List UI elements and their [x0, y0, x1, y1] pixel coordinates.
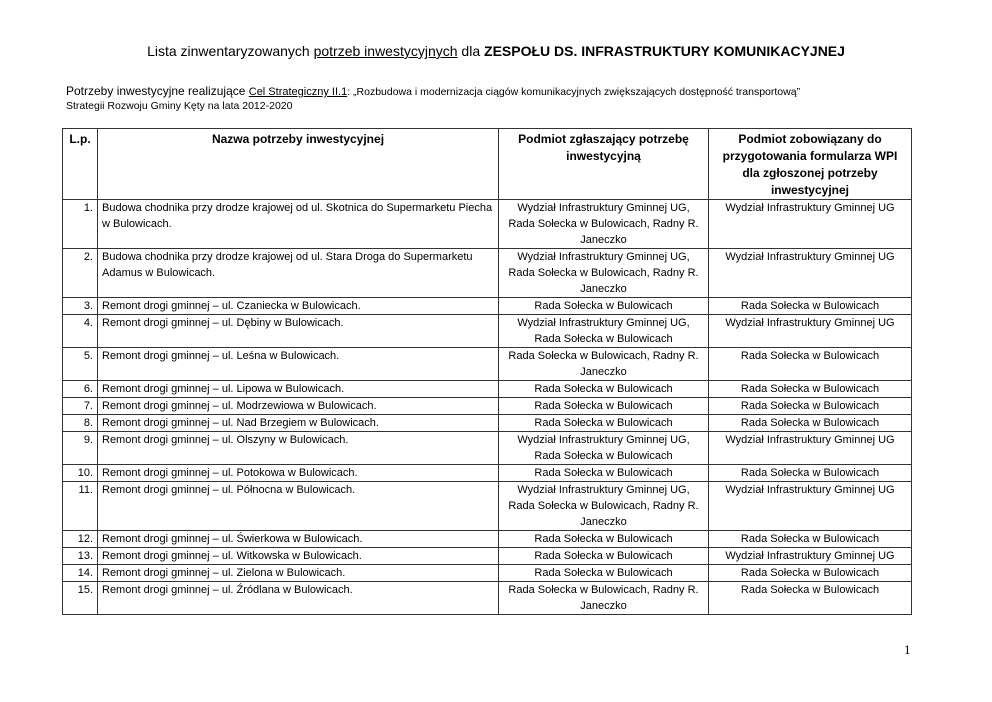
cell-row-number: 15.	[63, 582, 98, 615]
table-row	[63, 482, 912, 531]
cell-responsible: Rada Sołecka w Bulowicach	[709, 398, 912, 415]
table-header-row	[63, 129, 912, 200]
cell-need-name: Remont drogi gminnej – ul. Zielona w Bulowicach.	[98, 565, 499, 582]
cell-row-number: 12.	[63, 531, 98, 548]
cell-need-name: Remont drogi gminnej – ul. Dębiny w Bulowicach.	[98, 315, 499, 348]
cell-row-number: 7.	[63, 398, 98, 415]
cell-need-name: Remont drogi gminnej – ul. Nad Brzegiem w Bulowicach.	[98, 415, 499, 432]
strategy-name: Strategii Rozwoju Gminy Kęty na lata 2012-2020	[66, 100, 293, 112]
cell-responsible: Rada Sołecka w Bulowicach	[709, 348, 912, 381]
table-row	[63, 531, 912, 548]
cell-need-name: Remont drogi gminnej – ul. Witkowska w Bulowicach.	[98, 548, 499, 565]
cell-row-number: 4.	[63, 315, 98, 348]
cell-responsible: Wydział Infrastruktury Gminnej UG	[709, 482, 912, 531]
cell-reporter: Rada Sołecka w Bulowicach	[499, 531, 709, 548]
cell-responsible: Wydział Infrastruktury Gminnej UG	[709, 249, 912, 298]
header-lp: L.p.	[63, 129, 98, 200]
table-row	[63, 465, 912, 482]
cell-reporter: Wydział Infrastruktury Gminnej UG, Rada Sołecka w Bulowicach	[499, 432, 709, 465]
cell-responsible: Rada Sołecka w Bulowicach	[709, 531, 912, 548]
cell-row-number: 9.	[63, 432, 98, 465]
cell-responsible: Rada Sołecka w Bulowicach	[709, 565, 912, 582]
table-row	[63, 348, 912, 381]
cell-need-name: Remont drogi gminnej – ul. Północna w Bulowicach.	[98, 482, 499, 531]
table-row	[63, 381, 912, 398]
cell-reporter: Wydział Infrastruktury Gminnej UG, Rada Sołecka w Bulowicach, Radny R. Janeczko	[499, 200, 709, 249]
table-row	[63, 565, 912, 582]
header-need-name: Nazwa potrzeby inwestycyjnej	[98, 129, 499, 200]
table-row	[63, 415, 912, 432]
cell-responsible: Rada Sołecka w Bulowicach	[709, 465, 912, 482]
cell-row-number: 8.	[63, 415, 98, 432]
cell-need-name: Remont drogi gminnej – ul. Potokowa w Bulowicach.	[98, 465, 499, 482]
cell-responsible: Rada Sołecka w Bulowicach	[709, 381, 912, 398]
document-title	[0, 43, 992, 59]
table-row	[63, 432, 912, 465]
cell-need-name: Remont drogi gminnej – ul. Leśna w Bulowicach.	[98, 348, 499, 381]
cell-reporter: Wydział Infrastruktury Gminnej UG, Rada Sołecka w Bulowicach	[499, 315, 709, 348]
cell-need-name: Remont drogi gminnej – ul. Świerkowa w Bulowicach.	[98, 531, 499, 548]
cell-need-name: Remont drogi gminnej – ul. Czaniecka w Bulowicach.	[98, 298, 499, 315]
cell-row-number: 6.	[63, 381, 98, 398]
cell-responsible: Wydział Infrastruktury Gminnej UG	[709, 200, 912, 249]
cell-need-name: Remont drogi gminnej – ul. Źródlana w Bulowicach.	[98, 582, 499, 615]
cell-reporter: Rada Sołecka w Bulowicach	[499, 465, 709, 482]
cell-need-name: Remont drogi gminnej – ul. Modrzewiowa w Bulowicach.	[98, 398, 499, 415]
strategic-goal-link[interactable]: Cel Strategiczny II.1	[248, 86, 348, 98]
cell-need-name: Budowa chodnika przy drodze krajowej od ul. Skotnica do Supermarketu Piecha w Bulowicach.	[98, 200, 499, 249]
header-responsible: Podmiot zobowiązany do przygotowania formularza WPI dla zgłoszonej potrzeby inwestycyjnej	[709, 129, 912, 200]
investment-needs-table	[62, 128, 912, 615]
cell-row-number: 5.	[63, 348, 98, 381]
title-part-1: Lista zinwentaryzowanych	[147, 43, 314, 59]
table-row	[63, 315, 912, 348]
cell-responsible: Wydział Infrastruktury Gminnej UG	[709, 315, 912, 348]
table-row	[63, 298, 912, 315]
cell-reporter: Rada Sołecka w Bulowicach, Radny R. Janeczko	[499, 582, 709, 615]
cell-reporter: Rada Sołecka w Bulowicach, Radny R. Janeczko	[499, 348, 709, 381]
cell-row-number: 3.	[63, 298, 98, 315]
title-part-2: potrzeb inwestycyjnych	[313, 43, 458, 59]
cell-responsible: Rada Sołecka w Bulowicach	[709, 415, 912, 432]
cell-responsible: Wydział Infrastruktury Gminnej UG	[709, 432, 912, 465]
cell-need-name: Remont drogi gminnej – ul. Lipowa w Bulowicach.	[98, 381, 499, 398]
table-row	[63, 200, 912, 249]
cell-reporter: Rada Sołecka w Bulowicach	[499, 415, 709, 432]
page-number: 1	[904, 642, 911, 657]
cell-reporter: Rada Sołecka w Bulowicach	[499, 398, 709, 415]
cell-reporter: Rada Sołecka w Bulowicach	[499, 565, 709, 582]
cell-reporter: Wydział Infrastruktury Gminnej UG, Rada Sołecka w Bulowicach, Radny R. Janeczko	[499, 482, 709, 531]
cell-reporter: Wydział Infrastruktury Gminnej UG, Rada Sołecka w Bulowicach, Radny R. Janeczko	[499, 249, 709, 298]
cell-responsible: Rada Sołecka w Bulowicach	[709, 582, 912, 615]
cell-row-number: 13.	[63, 548, 98, 565]
strategic-goal-text: : „Rozbudowa i modernizacja ciągów komunikacyjnych zwiększających dostępność transportową”	[347, 86, 801, 98]
cell-reporter: Rada Sołecka w Bulowicach	[499, 381, 709, 398]
title-part-3: dla	[457, 43, 485, 59]
cell-row-number: 10.	[63, 465, 98, 482]
cell-row-number: 14.	[63, 565, 98, 582]
cell-responsible: Rada Sołecka w Bulowicach	[709, 298, 912, 315]
intro-paragraph	[66, 84, 946, 113]
cell-need-name: Budowa chodnika przy drodze krajowej od ul. Stara Droga do Supermarketu Adamus w Bulowicach.	[98, 249, 499, 298]
cell-row-number: 11.	[63, 482, 98, 531]
title-team-name: ZESPOŁU DS. INFRASTRUKTURY KOMUNIKACYJNEJ	[484, 43, 845, 59]
cell-responsible: Wydział Infrastruktury Gminnej UG	[709, 548, 912, 565]
table-row	[63, 582, 912, 615]
cell-row-number: 2.	[63, 249, 98, 298]
cell-row-number: 1.	[63, 200, 98, 249]
cell-need-name: Remont drogi gminnej – ul. Olszyny w Bulowicach.	[98, 432, 499, 465]
cell-reporter: Rada Sołecka w Bulowicach	[499, 548, 709, 565]
table-row	[63, 548, 912, 565]
cell-reporter: Rada Sołecka w Bulowicach	[499, 298, 709, 315]
header-reporter: Podmiot zgłaszający potrzebę inwestycyjną	[499, 129, 709, 200]
intro-lead: Potrzeby inwestycyjne realizujące	[66, 84, 249, 98]
table-row	[63, 249, 912, 298]
table-row	[63, 398, 912, 415]
